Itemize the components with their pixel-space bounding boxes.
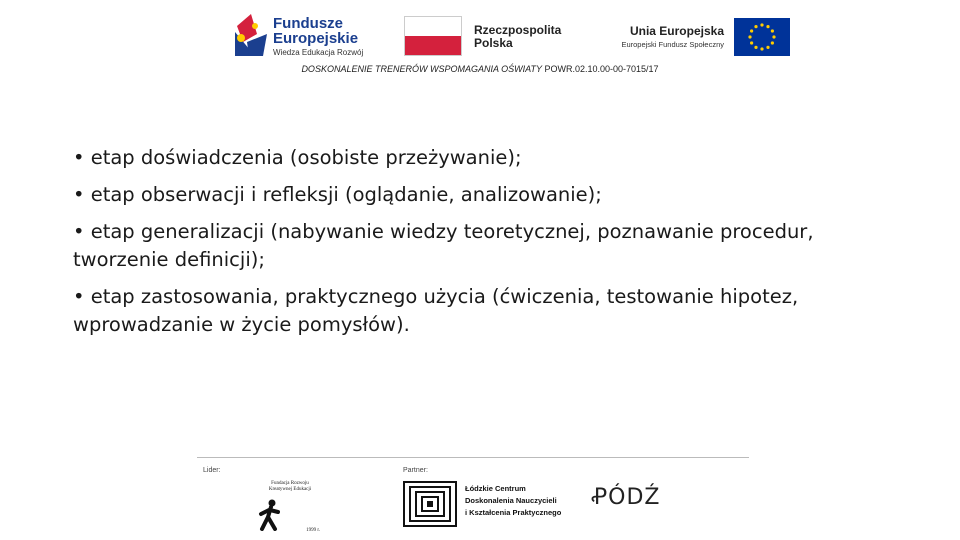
eu-star-icon (750, 29, 753, 32)
lider-label: Lider: (203, 467, 221, 474)
ldc-square-mark-icon (403, 481, 457, 527)
eu-star-icon (760, 47, 763, 50)
eu-star-icon (766, 25, 769, 28)
lider-logo-year: 1999 r. (306, 528, 320, 533)
fundusze-europejskie-text (273, 16, 363, 57)
ldc-logo-text (465, 483, 561, 519)
rp-logo-line2: Polska (474, 36, 513, 50)
fundusze-europejskie-mark-icon (233, 12, 269, 58)
fundusze-europejskie-logo (233, 12, 373, 58)
eu-star-icon (771, 29, 774, 32)
lider-logo-name: Fundacja Rozwoju Kreatywnej Edukacji (268, 481, 312, 492)
ue-logo-text (621, 24, 724, 49)
header-logo-bar (0, 0, 960, 74)
footer-partners (197, 457, 749, 540)
fe-logo-line2: Europejskie (273, 30, 359, 47)
project-title (0, 64, 960, 74)
bullet-item: • etap obserwacji i refleksji (oglądanie, analizowanie); (73, 183, 602, 206)
slide-body (73, 144, 863, 348)
partner-mark-lodz: ꝒÓDŹ (591, 485, 661, 510)
rzeczpospolita-polska-logo (404, 16, 584, 58)
eu-star-icon (754, 25, 757, 28)
eu-star-icon (750, 41, 753, 44)
eu-star-icon (771, 41, 774, 44)
rp-logo-text (474, 24, 561, 50)
bullet-item: • etap zastosowania, praktycznego użycia (ćwiczenia, testowanie hipotez, wprowadzanie w życie pomysłów). (73, 285, 799, 336)
project-code: POWR.02.10.00-00-7015/17 (541, 64, 659, 74)
bullet-item: • etap doświadczenia (osobiste przeżywanie); (73, 146, 522, 169)
eu-star-icon (766, 46, 769, 49)
ldc-line2: Doskonalenia Nauczycieli (465, 496, 557, 505)
project-title-italic: DOSKONALENIE TRENERÓW WSPOMAGANIA OŚWIATY (301, 64, 542, 74)
partner-logo-ldc (403, 481, 573, 527)
bullet-item: • etap generalizacji (nabywanie wiedzy teoretycznej, poznawanie procedur, tworzenie definicji); (73, 220, 814, 271)
rp-logo-line1: Rzeczpospolita (474, 23, 562, 37)
walking-figure-icon (256, 499, 286, 531)
eu-star-icon (772, 35, 775, 38)
fe-logo-line1: Fundusze (273, 15, 343, 32)
ue-logo-line1: Unia Europejska (629, 24, 724, 38)
partner-label: Partner: (403, 467, 428, 474)
ldc-line3: i Kształcenia Praktycznego (465, 508, 562, 517)
ue-logo-line2: Europejski Fundusz Społeczny (621, 40, 724, 49)
fe-logo-line3: Wiedza Edukacja Rozwój (273, 48, 364, 57)
eu-star-icon (748, 35, 751, 38)
footer-divider (197, 457, 749, 458)
unia-europejska-logo (600, 18, 790, 58)
polish-flag-icon (404, 16, 462, 56)
eu-star-icon (754, 46, 757, 49)
lider-logo (252, 477, 322, 535)
eu-flag-icon (734, 18, 790, 56)
eu-star-icon (760, 23, 763, 26)
ldc-line1: Łódzkie Centrum (465, 484, 526, 493)
